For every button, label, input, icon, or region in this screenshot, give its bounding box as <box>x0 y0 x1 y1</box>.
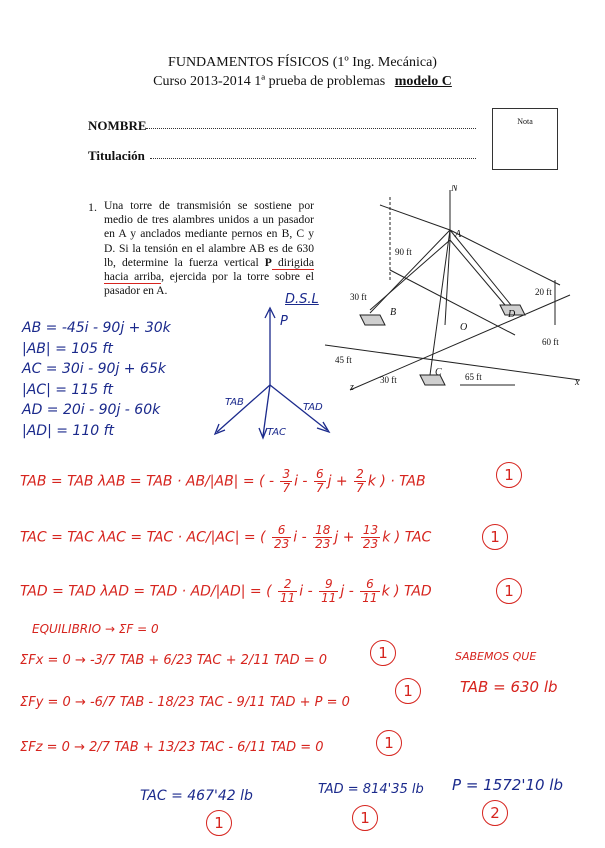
score-3: 1 <box>496 578 522 604</box>
dsl-tac: TAC <box>267 427 287 438</box>
dim-label-20: 20 ft <box>535 287 552 297</box>
magnitude-ab: |AB| = 105 ft <box>22 340 113 357</box>
label-z: z <box>350 382 354 393</box>
label-b: B <box>390 307 397 318</box>
score-4: 1 <box>370 640 396 666</box>
frac-tab-k: $\frac{2}{7}$ <box>356 467 364 495</box>
label-a: A <box>455 229 462 240</box>
eq-tab-suffix: · TAB <box>390 473 426 490</box>
dim-label-30b: 30 ft <box>380 375 397 385</box>
magnitude-ac: |AC| = 115 ft <box>22 381 114 398</box>
nombre-label: NOMBRE <box>88 118 147 133</box>
known-label: SABEMOS QUE <box>455 650 537 663</box>
exam-subtitle <box>0 74 605 90</box>
dsl-p: P <box>280 314 288 329</box>
dim-label-65: 65 ft <box>465 372 482 382</box>
subtitle-prefix: Curso 2013-2014 1ª prueba de problemas <box>153 74 386 89</box>
force-symbol: P <box>264 255 272 269</box>
eq-tad-row: TAD = TAD λAD = TAD · AD/|AD| = ( $\frac{2}{11}$ i - $\frac{9}{11}$ j - $\frac{6}{11}$ k ) TAD <box>20 577 432 605</box>
equilibrium-statement: EQUILIBRIO → ΣF = 0 <box>32 622 159 636</box>
cable-ac <box>430 230 450 375</box>
eq-tad-suffix: TAD <box>404 583 432 600</box>
frac-tac-j: $\frac{18}{23}$ <box>315 523 331 551</box>
frac-tad-k: $\frac{6}{11}$ <box>362 577 378 605</box>
problem-text-1: Una torre de transmisión se sostiene por medio de tres alambres unidos a un pasador en A y anclados mediante pernos en B, C y D. Si la tensión en el alambre AB es de 630 lb, determine la fuerza vertical <box>104 199 314 269</box>
sum-fx: ΣFx = 0 → -3/7 TAB + 6/23 TAC + 2/11 TAD = 0 <box>20 653 328 668</box>
free-body-diagram <box>205 300 335 440</box>
dsl-tab: TAB <box>225 397 244 408</box>
ground-diag <box>390 270 515 335</box>
problem-text-3: , ejercida por la torre sobre el pasador en A. <box>104 270 314 298</box>
problem-number: 1. <box>88 200 97 214</box>
score-6: 1 <box>376 730 402 756</box>
leg-o <box>445 240 450 325</box>
result-tad: TAD = 814'35 lb <box>318 782 424 797</box>
frac-tad-i: $\frac{2}{11}$ <box>280 577 296 605</box>
score-7: 1 <box>206 810 232 836</box>
result-tac: TAC = 467'42 lb <box>140 788 253 804</box>
label-o: O <box>460 322 468 333</box>
dim-label-30a: 30 ft <box>350 292 367 302</box>
score-9: 2 <box>482 800 508 826</box>
label-x: x <box>575 377 580 388</box>
anchor-b <box>360 315 385 325</box>
cable-ad <box>450 230 515 310</box>
sum-fz: ΣFz = 0 → 2/7 TAB + 13/23 TAC - 6/11 TAD = 0 <box>20 740 324 755</box>
dsl-title: D.S.L <box>285 292 319 307</box>
frac-tac-k: $\frac{13}{23}$ <box>362 523 379 551</box>
label-c: C <box>435 367 442 378</box>
dim-label-60: 60 ft <box>542 337 559 347</box>
nota-label: Nota <box>517 117 533 126</box>
nota-box[interactable] <box>492 108 558 170</box>
tower-figure <box>320 185 590 400</box>
vector-ac: AC = 30i - 90j + 65k <box>22 361 166 377</box>
cable-ab <box>370 230 450 313</box>
titulacion-label: Titulación <box>88 148 145 163</box>
label-d: D <box>508 309 516 320</box>
vector-list <box>22 318 171 441</box>
ground-x <box>325 345 580 380</box>
leg-d <box>450 240 505 305</box>
frac-tab-i: $\frac{3}{7}$ <box>282 467 291 495</box>
cable-top-right <box>450 230 560 285</box>
dim-label-90: 90 ft <box>395 247 412 257</box>
magnitude-ad: |AD| = 110 ft <box>22 422 115 439</box>
label-n: N <box>451 185 458 194</box>
known-value: TAB = 630 lb <box>460 678 558 696</box>
titulacion-field[interactable] <box>150 148 476 159</box>
result-p: P = 1572'10 lb <box>452 776 563 794</box>
score-8: 1 <box>352 805 378 831</box>
problem-statement <box>104 199 314 298</box>
frac-tac-i: $\frac{6}{23}$ <box>273 523 290 551</box>
frac-tad-j: $\frac{9}{11}$ <box>321 577 337 605</box>
sum-fy: ΣFy = 0 → -6/7 TAB - 18/23 TAC - 9/11 TAD + P = 0 <box>20 695 350 710</box>
nombre-field[interactable] <box>146 118 476 129</box>
score-1: 1 <box>496 462 522 488</box>
eq-tac-suffix: TAC <box>404 529 432 546</box>
problem-text-2: dirigida hacia arriba <box>104 255 315 284</box>
vector-ab: AB = -45i - 90j + 30k <box>22 320 171 336</box>
model-label: modelo C <box>394 74 452 89</box>
dim-label-45: 45 ft <box>335 355 352 365</box>
frac-tab-j: $\frac{6}{7}$ <box>315 467 324 495</box>
eq-tab-prefix: TAB = TAB λAB = TAB · AB/|AB| = <box>20 473 260 490</box>
score-5: 1 <box>395 678 421 704</box>
tab-arrow <box>217 385 270 432</box>
exam-title: FUNDAMENTOS FÍSICOS (1º Ing. Mecánica) <box>168 55 437 70</box>
eq-tad-prefix: TAD = TAD λAD = TAD · AD/|AD| = <box>20 583 267 600</box>
dsl-tad: TAD <box>303 402 323 413</box>
eq-tab-row: TAB = TAB λAB = TAB · AB/|AB| = ( - $\frac{3}{7}$ i - $\frac{6}{7}$ j + $\frac{2}{7}$ k ) · TAB <box>20 467 426 495</box>
eq-tac-row: TAC = TAC λAC = TAC · AC/|AC| = ( $\frac{6}{23}$ i - $\frac{18}{23}$ j + $\frac{13}{23}$ k ) TAC <box>20 523 432 551</box>
vector-ad: AD = 20i - 90j - 60k <box>22 402 161 418</box>
eq-tac-prefix: TAC = TAC λAC = TAC · AC/|AC| = <box>20 529 261 546</box>
score-2: 1 <box>482 524 508 550</box>
